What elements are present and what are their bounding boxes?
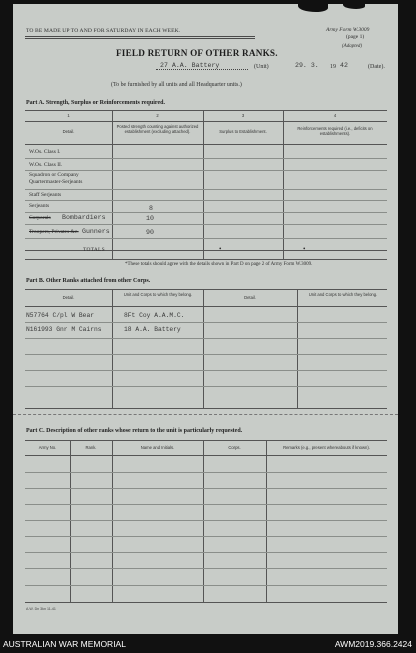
caption-accession-number: AWM2019.366.2424 [334,639,412,649]
row-detail-wo-class-2: W.Os. Class II. [29,162,63,168]
part-a-heading: Part A. Strength, Surplus or Reinforcements required. [26,100,165,106]
c-col-header-rank: Rank. [85,445,97,450]
attached-row-2-detail: N161993 Gnr M Cairns [26,326,102,333]
part-b-heading: Part B. Other Ranks attached from other Corps. [26,278,151,284]
strength-gunners: 90 [146,229,154,236]
caption-institution: AUSTRALIAN WAR MEMORIAL [3,639,126,649]
make-up-instruction: TO BE MADE UP TO AND FOR SATURDAY IN EACH WEEK. [26,28,181,34]
strength-bombardiers: 10 [146,215,154,222]
attached-row-1-unit: 8Ft Coy A.A.M.C. [124,312,185,319]
totals-mark-reinforcements: • [303,245,306,253]
attached-row-1-detail: N57764 C/pl W Bear [26,312,95,319]
page-number: (page 1) [346,34,365,40]
unit-label: (Unit) [254,64,269,70]
row-detail-wo-class-1: W.Os. Class I. [29,149,61,155]
adapted-note: (Adapted) [342,44,362,49]
header-rule [25,36,255,37]
form-page [13,4,398,634]
fold-line [13,414,398,415]
row-detail-corporals: Corporals [29,215,51,221]
totals-footnote: *These totals should agree with the details shown in Part D on page 2 of Army Form W.3009. [125,262,313,267]
date-year: 42 [340,62,348,69]
col-header-reinforcements: Reinforcements required (i.e., deficits on establishments). [297,126,373,136]
unit-value: 27 A.A. Battery [160,62,220,69]
col-number-2: 2 [156,113,159,118]
col-number-3: 3 [241,113,245,118]
strength-serjeants: 8 [149,205,153,212]
col-header-surplus: Surplus to Establishment. [219,129,267,134]
b-col-header-unit-corps: Unit and Corps to which they belong. [123,292,193,297]
archive-caption-bar [0,634,416,653]
col-number-1: 1 [67,113,70,118]
date-year-prefix: 19 [330,64,336,70]
torn-edge [298,2,328,12]
b-col-header-unit-corps-2: Unit and Corps to which they belong. [308,292,378,297]
attached-row-2-unit: 18 A.A. Battery [124,326,181,333]
b-col-header-detail: Detail. [62,295,75,300]
c-col-header-corps: Corps. [228,445,241,450]
row-typed-gunners: Gunners [82,228,110,235]
c-col-header-remarks: Remarks (e.g., present whereabouts if known). [283,445,370,450]
b-col-header-detail-2: Detail. [244,295,256,300]
totals-mark-surplus: • [219,245,222,253]
header-rule [25,38,255,39]
date-label: (Date). [368,64,385,70]
date-value: 29. 3. [295,62,319,69]
torn-edge [343,2,365,9]
form-title: FIELD RETURN OF OTHER RANKS. [116,48,278,58]
row-detail-staff-serjeants: Staff Serjeants [29,192,62,198]
col-number-4: 4 [333,113,337,118]
c-col-header-army-no: Army No. [38,445,57,450]
col-header-detail: Detail. [62,129,75,134]
unit-dotted-line [156,69,248,70]
row-detail-serjeants: Serjeants [29,203,50,209]
row-detail-troopers: Troopers, Privates &c. [29,229,79,235]
army-form-number: Army Form W.3009 [326,27,370,33]
c-col-header-name: Name and Initials. [140,445,175,450]
row-detail-cqms: Squadron or Company Quartermaster-Serjeants [29,172,83,185]
row-typed-bombardiers: Bombardiers [62,214,106,221]
col-header-posted-strength: Posted strength counting against authorized establishment (excluding attached). [116,124,199,134]
part-c-heading: Part C. Description of other ranks whose return to the unit is particularly requested. [26,428,243,434]
furnished-note: (To be furnished by all units and all Headquarter units.) [111,82,242,88]
totals-label: TOTALS [83,247,105,253]
print-code: A.W. Dn 3kn 11-41 [26,607,56,611]
